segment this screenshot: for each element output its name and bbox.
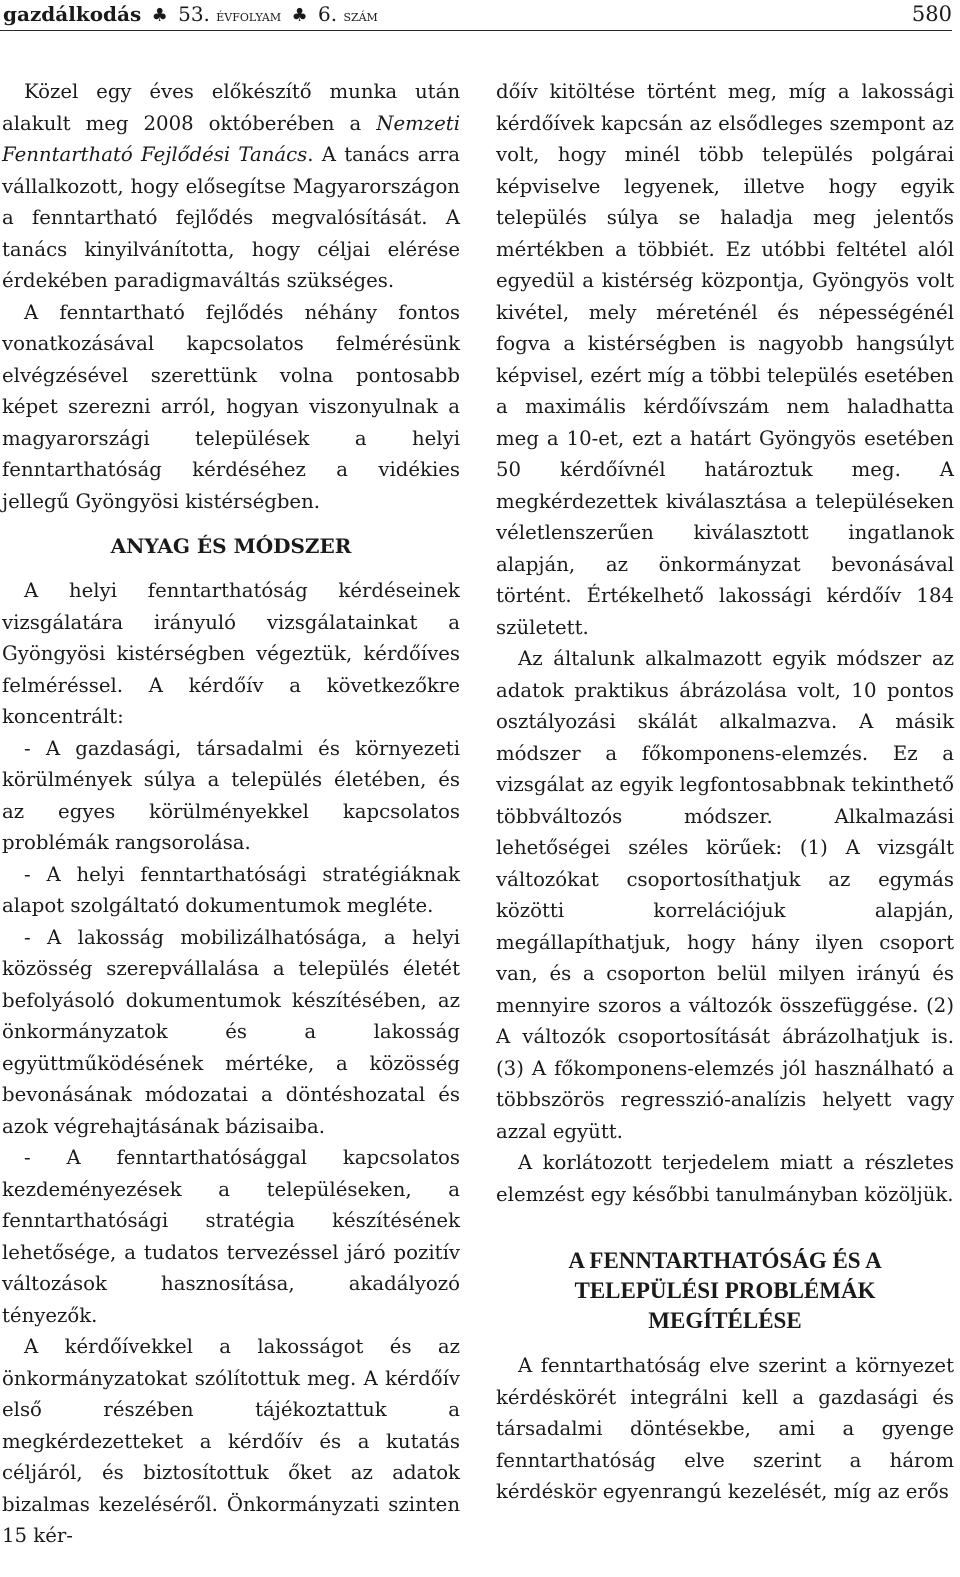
section-heading-methods: ANYAG ÉS MÓDSZER bbox=[110, 534, 352, 558]
paragraph: dőív kitöltése történt meg, míg a lakossági kérdőívek kapcsán az elsődleges szempont az volt, hogy minél több település polgárai képviselve legyenek, illetve hogy egyik település súlya se haladja meg jelentős mértékben a többiét. Ez utóbbi feltétel alól egyedül a kistérség központja, Gyöngyös volt kivétel, mely méreténél és népességénél fogva a kistérségben is nagyobb hangsúlyt képvisel, ezért míg a többi település esetében a maximális kérdőívszám nem haladhatta meg a 10-et, ezt a határt Gyöngyös esetében 50 kérdőívnél határoztuk meg. A megkérdezettek kiválasztása a településeken véletlenszerűen kiválasztott ingatlanok alapján, az önkormányzat bevonásával történt. Értékelhető lakossági kérdőív 184 született. bbox=[496, 80, 954, 639]
paragraph: A helyi fenntarthatóság kérdéseinek vizsgálatára irányuló vizsgálatainkat a Gyöngyösi kistérségben végeztük, kérdőíves felméréssel. A kérdőív a következőkre koncentrált: bbox=[2, 579, 460, 728]
club-separator-icon: ♣ bbox=[291, 5, 308, 26]
heading-line: TELEPÜLÉSI PROBLÉMÁK bbox=[574, 1278, 876, 1303]
list-item: - A fenntarthatósággal kapcsolatos kezdeményezések a településeken, a fenntarthatósági stratégia készítésének lehetősége, a tudatos tervezéssel járó pozitív változások hasznosítása, akadályozó tényezők. bbox=[2, 1146, 460, 1327]
volume-number: 53. bbox=[178, 2, 210, 26]
paragraph: Az általunk alkalmazott egyik módszer az adatok praktikus ábrázolása volt, 10 pontos osztályozási skálát alkalmazva. A másik módszer a főkomponens-elemzés. Ez a vizsgálat az egyik legfontosabbnak tekinthető többváltozós módszer. Alkalmazási lehetőségei széles körűek: (1) A vizsgált változókat csoportosíthatjuk az egymás közötti korrelációjuk alapján, megállapíthatjuk, hogy hány ilyen csoport van, és a csoporton belül milyen irányú és mennyire szoros a változók összefüggése. (2) A változók csoportosítását ábrázolhatjuk is. (3) A főkomponens-elemzés jól használható a többszörös regresszió-analízis helyett vagy azzal együtt. bbox=[496, 647, 954, 1143]
intro-text: Közel egy éves előkészítő munka után alakult meg 2008 októberében a bbox=[2, 80, 460, 135]
section-heading-problems bbox=[496, 1246, 954, 1336]
club-separator-icon: ♣ bbox=[151, 5, 168, 26]
volume-label: évfolyam bbox=[216, 6, 282, 25]
list-item: - A helyi fenntarthatósági stratégiáknak alapot szolgáltató dokumentumok megléte. bbox=[2, 862, 460, 917]
running-head bbox=[3, 2, 378, 26]
left-column bbox=[2, 76, 460, 1552]
issue-number: 6. bbox=[317, 2, 338, 26]
right-column bbox=[496, 76, 954, 1508]
intro-text-cont: . A tanács arra vállalkozott, hogy elősegítse Magyarországon a fenntartható fejlődés megvalósítását. A tanács kinyilvánította, hogy céljai elérése érdekében paradigmaváltás szükséges. bbox=[2, 143, 460, 292]
paragraph: A korlátozott terjedelem miatt a részletes elemzést egy későbbi tanulmányban közöljük. bbox=[496, 1151, 954, 1206]
heading-line: MEGÍTÉLÉSE bbox=[648, 1308, 802, 1333]
page-header bbox=[0, 0, 952, 31]
journal-name: gazdálkodás bbox=[3, 2, 142, 26]
page-number: 580 bbox=[911, 2, 952, 26]
council-name: Nemzeti Fenntartható Fejlődési Tanács bbox=[2, 111, 460, 166]
paragraph: A kérdőívekkel a lakosságot és az önkormányzatokat szólítottuk meg. A kérdőív első részében tájékoztattuk a megkérdezetteket a kérdőív és a kutatás céljáról, és biztosítottuk őket az adatok bizalmas kezeléséről. Önkormányzati szinten 15 kér- bbox=[2, 1335, 460, 1547]
heading-line: A FENNTARTHATÓSÁG ÉS A bbox=[568, 1248, 882, 1273]
list-item: - A gazdasági, társadalmi és környezeti körülmények súlya a település életében, és az egyes körülményekkel kapcsolatos problémák rangsorolása. bbox=[2, 736, 460, 854]
paragraph: A fenntarthatóság elve szerint a környezet kérdéskörét integrálni kell a gazdasági és társadalmi döntésekbe, ami a gyenge fenntarthatóság elve szerint a három kérdéskör egyenrangú kezelését, míg az erős bbox=[496, 1354, 954, 1503]
list-item: - A lakosság mobilizálhatósága, a helyi közösség szerepvállalása a település életét befolyásoló dokumentumok készítésében, az önkormányzatok és a lakosság együttműködésének mértéke, a közösség bevonásának módozatai a döntéshozatal és azok végrehajtásának bázisaiba. bbox=[2, 925, 460, 1138]
intro-paragraph bbox=[2, 76, 460, 297]
paragraph: A fenntartható fejlődés néhány fontos vonatkozásával kapcsolatos felmérésünk elvégzésével szerettünk volna pontosabb képet szerezni arról, hogyan viszonyulnak a magyarországi települések a helyi fenntarthatóság kérdéséhez a vidékies jellegű Gyöngyösi kistérségben. bbox=[2, 300, 460, 513]
issue-label: szám bbox=[343, 6, 378, 25]
